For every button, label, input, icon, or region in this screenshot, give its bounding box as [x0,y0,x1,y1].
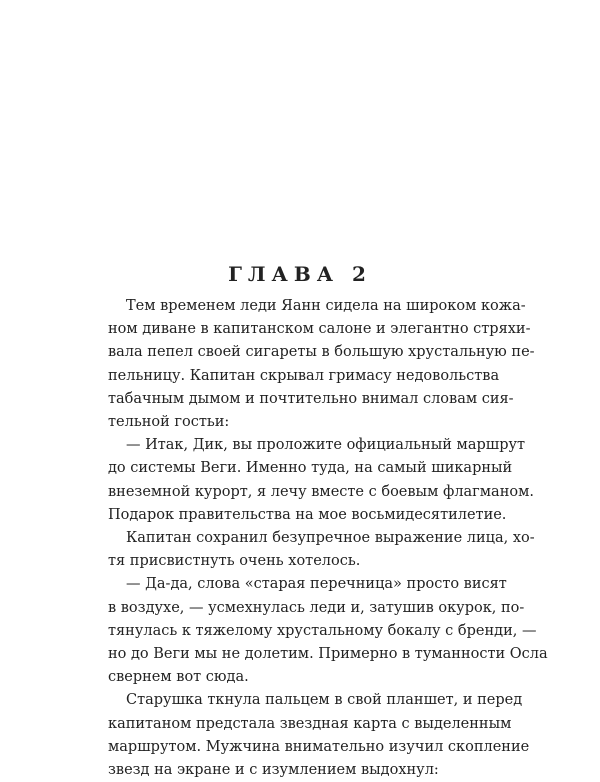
text-line: тельной гостьи: [108,414,230,431]
paragraph-1 [108,295,535,434]
text-line: тя присвистнуть очень хотелось. [108,553,361,570]
text-line: пельницу. Капитан скрывал гримасу недовольства [108,367,500,384]
text-line: звезд на экране и с изумлением выдохнул: [108,762,439,779]
chapter-body [108,295,548,782]
text-line: капитаном предстала звездная карта с выделенным [108,715,512,732]
text-line: ном диване в капитанском салоне и элегантно стряхи- [108,321,531,338]
paragraph-2 [108,434,534,527]
text-line: свернем вот сюда. [108,669,249,686]
paragraph-3 [108,527,535,573]
text-line: вала пепел своей сигареты в большую хрустальную пе- [108,344,535,361]
text-line: Капитан сохранил безупречное выражение лица, хо- [126,530,535,547]
text-line: Подарок правительства на мое восьмидесятилетие. [108,506,507,523]
text-line: в воздухе, — усмехнулась леди и, затушив окурок, по- [108,599,525,616]
text-line: до системы Веги. Именно туда, на самый шикарный [108,460,513,477]
paragraph-4 [108,573,548,689]
text-line: табачным дымом и почтительно внимал словам сия- [108,390,514,407]
text-line: — Да-да, слова «старая перечница» просто висят [126,576,507,593]
text-line: но до Веги мы не долетим. Примерно в туманности Осла [108,646,548,663]
paragraph-5 [108,689,530,782]
text-line: Старушка ткнула пальцем в свой планшет, и перед [126,692,523,709]
text-line: тянулась к тяжелому хрустальному бокалу с бренди, — [108,622,537,639]
text-line: — Итак, Дик, вы проложите официальный маршрут [126,437,526,454]
text-line: Тем временем леди Яанн сидела на широком кожа- [126,298,526,314]
text-line: внеземной курорт, я лечу вместе с боевым флагманом. [108,483,534,500]
chapter-title: ГЛАВА 2 [228,262,372,286]
text-line: маршрутом. Мужчина внимательно изучил скопление [108,738,530,755]
